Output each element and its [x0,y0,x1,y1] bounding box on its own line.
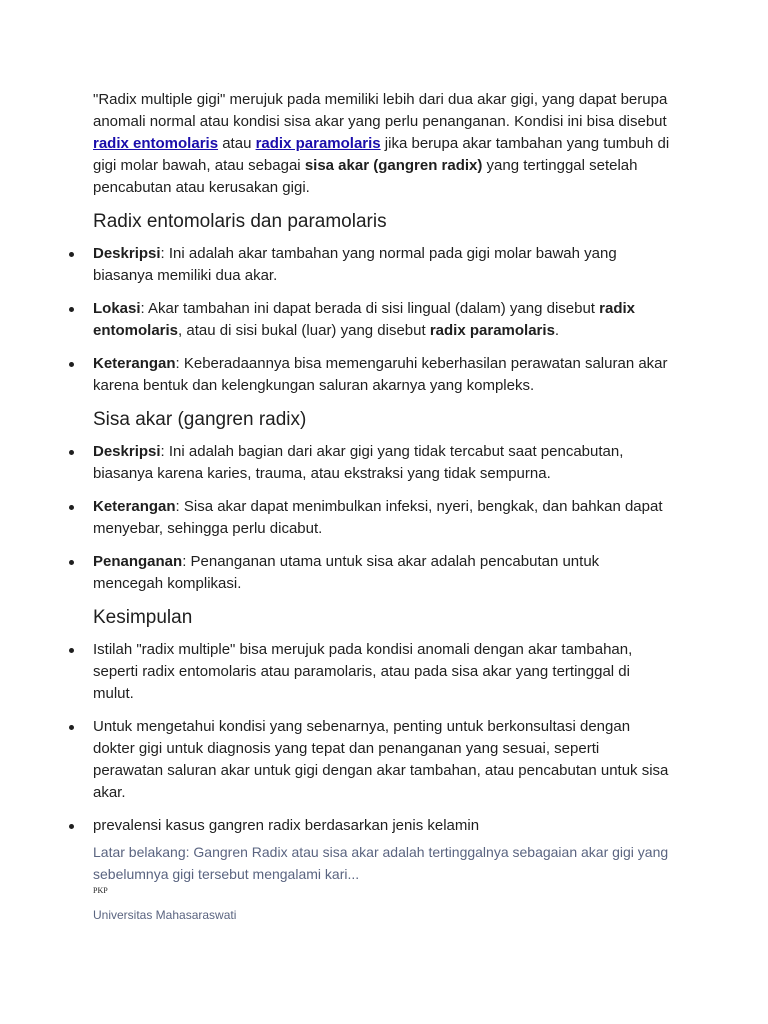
list-item [93,496,673,540]
list-item [93,716,673,804]
list-item [93,441,673,485]
item-label: Keterangan [93,498,176,515]
item-text: , atau di sisi bukal (luar) yang disebut [178,322,430,339]
item-text: Untuk mengetahui kondisi yang sebenarnya, penting untuk berkonsultasi dengan dokter gigi untuk diagnosis yang tepat dan penanganan yang sesuai, seperti perawatan saluran akar untuk gigi dengan akar tambahan, atau pencabutan untuk sisa akar. [93,718,669,801]
section-heading: Sisa akar (gangren radix) [93,409,307,430]
section-radix-entomolaris [93,209,673,397]
list-item [93,551,673,595]
source-snippet[interactable]: Latar belakang: Gangren Radix atau sisa akar adalah tertinggalnya sebagaian akar gigi yang sebelumnya gigi tersebut mengalami kari... [93,844,669,882]
item-label: Deskripsi [93,245,161,262]
intro-paragraph [93,89,673,199]
item-bold: radix paramolaris [429,322,555,339]
intro-text-2: atau [218,135,256,152]
section-heading: Radix entomolaris dan paramolaris [93,211,387,232]
item-text: : Penanganan utama untuk sisa akar adalah pencabutan untuk mencegah komplikasi. [93,553,600,592]
section-sisa-akar [93,407,673,595]
list-item [93,639,673,705]
intro-text-3: jika berupa akar tambahan yang tumbuh di gigi molar bawah, atau sebagai [93,135,670,174]
item-text: : Keberadaannya bisa memengaruhi keberhasilan perawatan saluran akar karena bentuk dan kelengkungan saluran akarnya yang kompleks. [93,355,668,394]
item-label: Lokasi [93,300,141,317]
item-text: Istilah "radix multiple" bisa merujuk pada kondisi anomali dengan akar tambahan, seperti radix entomolaris atau paramolaris, atau pada sisa akar yang tertinggal di mulut. [93,641,633,702]
item-text: : Ini adalah bagian dari akar gigi yang tidak tercabut saat pencabutan, biasanya karena karies, trauma, atau ekstraksi yang tidak sempurna. [93,443,624,482]
item-text: : Sisa akar dapat menimbulkan infeksi, nyeri, bengkak, dan bahkan dapat menyebar, sehingga perlu dicabut. [93,498,663,537]
intro-bold-sisa-akar: sisa akar (gangren radix) [304,157,483,174]
section-heading: Kesimpulan [93,607,193,628]
item-label: Penanganan [93,553,183,570]
item-bold: radix entomolaris [93,300,635,339]
radix-paramolaris-link[interactable]: radix paramolaris [255,135,381,152]
item-label: Deskripsi [93,443,161,460]
source-name[interactable]: Universitas Mahasaraswati [93,908,237,922]
item-text: . [554,322,560,339]
document-page [93,89,673,923]
list-item [93,353,673,397]
item-text[interactable]: prevalensi kasus gangren radix berdasarkan jenis kelamin [93,817,480,834]
bullet-list [93,441,673,595]
bullet-list [93,243,673,397]
list-item [93,298,673,342]
section-kesimpulan [93,605,673,837]
item-label: Keterangan [93,355,176,372]
list-item[interactable] [93,815,673,837]
item-text: : Akar tambahan ini dapat berada di sisi lingual (dalam) yang disebut [140,300,600,317]
item-text: : Ini adalah akar tambahan yang normal pada gigi molar bawah yang biasanya memiliki dua akar. [93,245,617,284]
intro-text-4: yang tertinggal setelah pencabutan atau kerusakan gigi. [93,157,638,196]
radix-entomolaris-link[interactable]: radix entomolaris [93,135,219,152]
source-card[interactable] [93,841,673,923]
intro-text-1: "Radix multiple gigi" merujuk pada memiliki lebih dari dua akar gigi, yang dapat berupa anomali normal atau kondisi sisa akar yang perlu penanganan. Kondisi ini bisa disebut [93,91,668,130]
list-item [93,243,673,287]
pkp-logo-icon: PKP [93,886,108,895]
bullet-list [93,639,673,837]
